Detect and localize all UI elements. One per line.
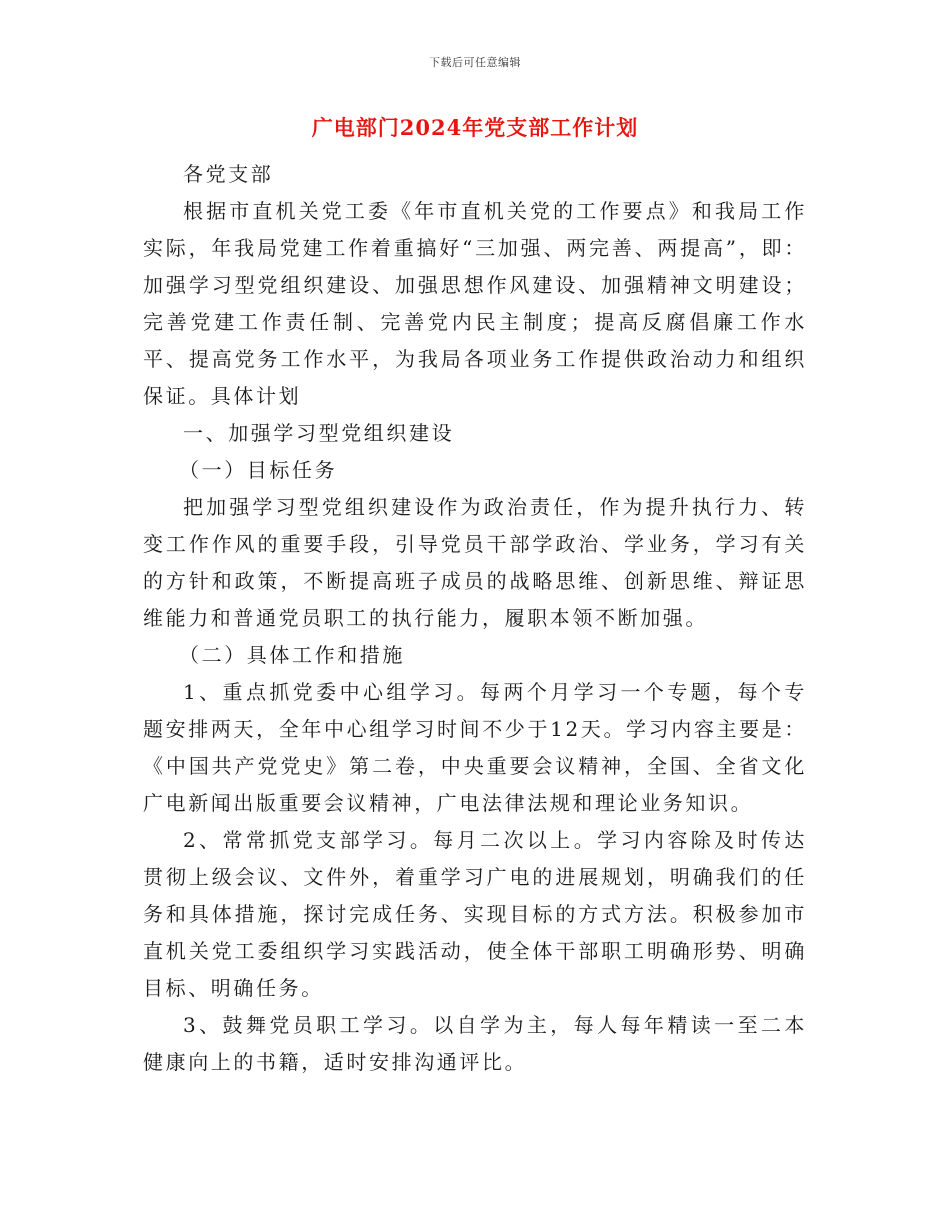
header-note: 下载后可任意编辑 — [429, 56, 521, 69]
body-paragraph: 把加强学习型党组织建设作为政治责任，作为提升执行力、转变工作作风的重要手段，引导党员干部学政治、学业务，学习有关的方针和政策，不断提高班子成员的战略思维、创新思维、辩证思维能力和普通党员职工的执行能力，履职本领不断加强。 — [143, 495, 807, 630]
document-title: 广电部门2024年党支部工作计划 — [311, 115, 639, 140]
list-item: 2、常常抓党支部学习。每月二次以上。学习内容除及时传达贯彻上级会议、文件外，着重学习广电的进展规划，明确我们的任务和具体措施，探讨完成任务、实现目标的方式方法。积极参加市直机关党工委组织学习实践活动，使全体干部职工明确形势、明确目标、明确任务。 — [143, 828, 807, 1000]
subsection-heading: （一）目标任务 — [179, 458, 338, 482]
subsection-heading: （二）具体工作和措施 — [179, 643, 405, 667]
list-item: 1、重点抓党委中心组学习。每两个月学习一个专题，每个专题安排两天，全年中心组学习时间不少于12天。学习内容主要是：《中国共产党党史》第二卷，中央重要会议精神，全国、全省文化广电新闻出版重要会议精神，广电法律法规和理论业务知识。 — [143, 680, 807, 815]
salutation: 各党支部 — [183, 162, 274, 186]
section-heading: 一、加强学习型党组织建设 — [183, 421, 455, 445]
list-item: 3、鼓舞党员职工学习。以自学为主，每人每年精读一至二本健康向上的书籍，适时安排沟通评比。 — [143, 1013, 807, 1074]
intro-paragraph: 根据市直机关党工委《年市直机关党的工作要点》和我局工作实际，年我局党建工作着重搞好“三加强、两完善、两提高”，即：加强学习型党组织建设、加强思想作风建设、加强精神文明建设；完善党建工作责任制、完善党内民主制度；提高反腐倡廉工作水平、提高党务工作水平，为我局各项业务工作提供政治动力和组织保证。具体计划 — [143, 199, 807, 408]
document-body — [143, 156, 807, 1081]
